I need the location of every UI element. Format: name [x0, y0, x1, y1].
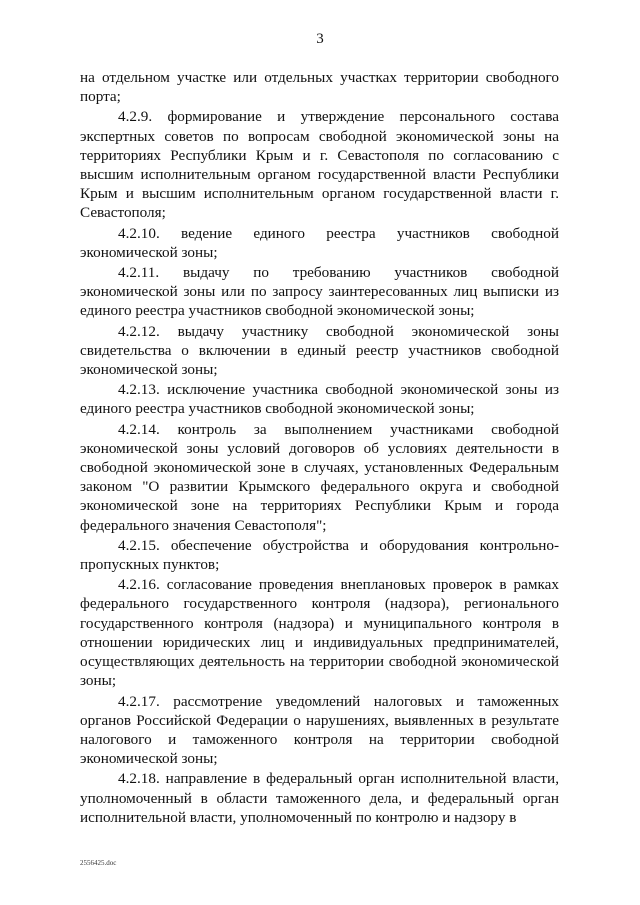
paragraph-continuation: на отдельном участке или отдельных участках территории свободного порта;: [80, 69, 559, 106]
paragraph-4-2-11: 4.2.11. выдачу по требованию участников свободной экономической зоны или по запросу заинтересованных лиц выписки из единого реестра участников свободной экономической зоны;: [80, 264, 559, 320]
footer-filename: 2556425.doc: [80, 859, 117, 867]
paragraph-4-2-15: 4.2.15. обеспечение обустройства и оборудования контрольно-пропускных пунктов;: [80, 536, 559, 574]
paragraph-4-2-13: 4.2.13. исключение участника свободной экономической зоны из единого реестра участников свободной экономической зоны;: [80, 381, 559, 418]
document-body: [80, 68, 559, 828]
paragraph-4-2-10: 4.2.10. ведение единого реестра участников свободной экономической зоны;: [80, 224, 559, 261]
paragraph-4-2-18: 4.2.18. направление в федеральный орган исполнительной власти, уполномоченный в области таможенного дела, и федеральный орган исполнительной власти, уполномоченный по контролю и надзору в: [80, 770, 559, 826]
paragraph-4-2-12: 4.2.12. выдачу участнику свободной экономической зоны свидетельства о включении в единый реестр участников свободной экономической зоны;: [80, 322, 559, 379]
paragraph-4-2-16: 4.2.16. согласование проведения внеплановых проверок в рамках федерального государственного контроля (надзора), регионального государственного контроля (надзора) и муниципального контроля в отношении юридических лиц и индивидуальных предпринимателей, осуществляющих деятельность на территории свободной экономической зоны;: [80, 576, 559, 690]
paragraph-4-2-14: 4.2.14. контроль за выполнением участниками свободной экономической зоны условий договоров об условиях деятельности в свободной экономической зоне в случаях, установленных Федеральным законом "О развитии Крымского федерального округа и свободной экономической зоне на территориях Республики Крым и города федерального значения Севастополя";: [80, 420, 559, 534]
paragraph-4-2-9: 4.2.9. формирование и утверждение персонального состава экспертных советов по вопросам свободной экономической зоны на территориях Республики Крым и г. Севастополя по согласованию с высшим исполнительным органом государственной власти Республики Крым и высшим исполнительным органом государственной власти г. Севастополя;: [80, 108, 559, 222]
paragraph-4-2-17: 4.2.17. рассмотрение уведомлений налоговых и таможенных органов Российской Федерации о нарушениях, выявленных в результате налогового и таможенного контроля на территории свободной экономической зоны;: [80, 692, 559, 768]
page-number: 3: [316, 31, 324, 47]
